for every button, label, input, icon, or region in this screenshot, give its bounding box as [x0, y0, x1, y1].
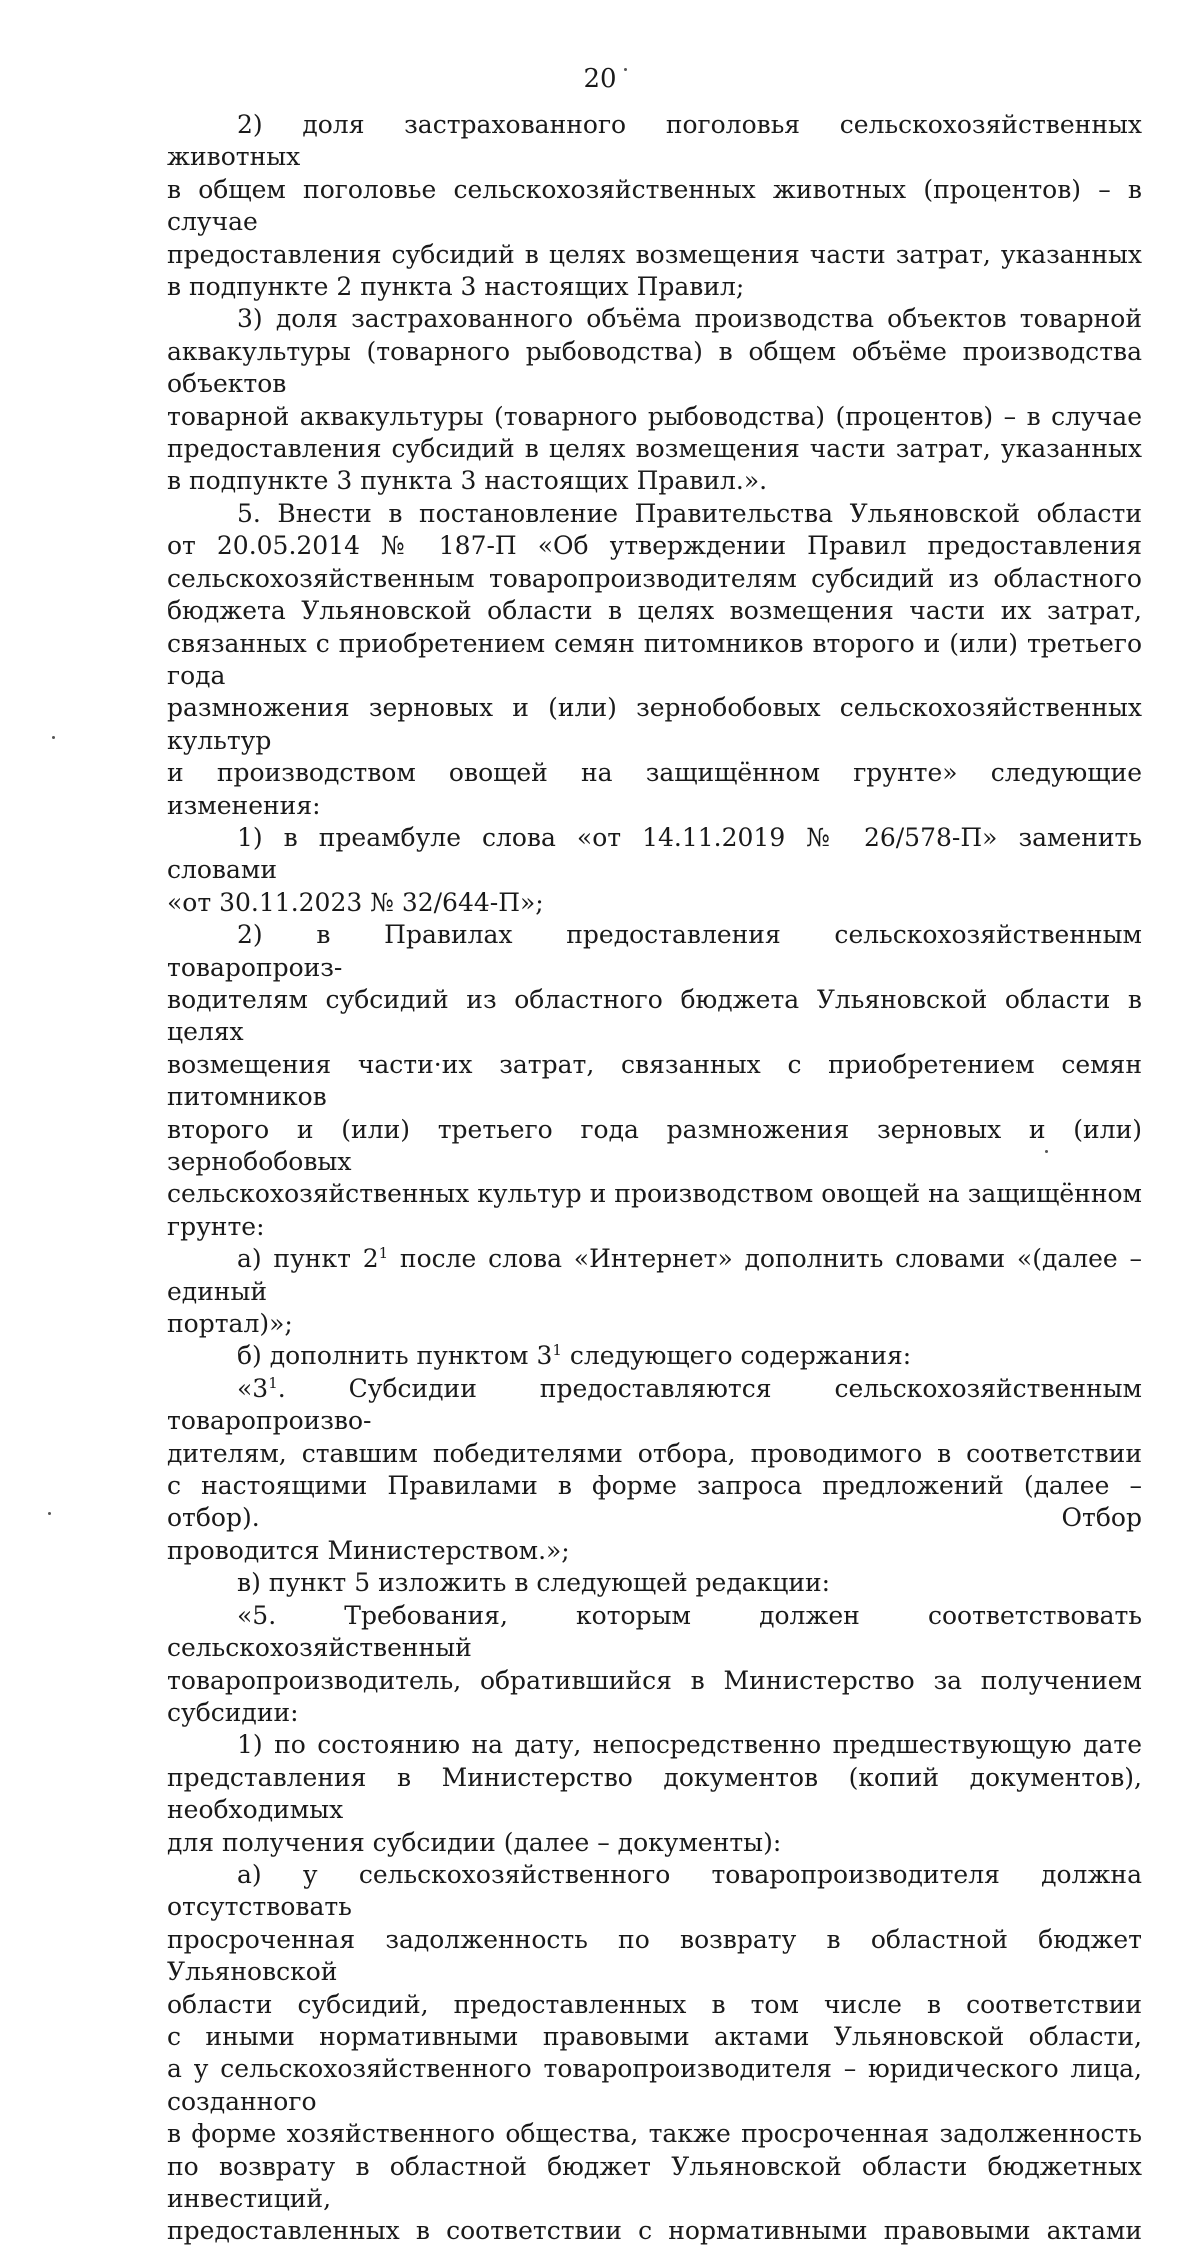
text-line: портал)»;: [167, 1309, 293, 1339]
text-line: для получения субсидии (далее – документы):: [167, 1827, 782, 1857]
text-line: области субсидий, предоставленных в том числе в соответствии: [167, 1989, 1142, 2019]
text-line: размножения зерновых и (или) зернобобовых сельскохозяйственных культур: [167, 693, 1142, 755]
text-line: а у сельскохозяйственного товаропроизводителя – юридического лица, созданного: [167, 2054, 1142, 2116]
text-line: водителям субсидий из областного бюджета Ульяновской области в целях: [167, 984, 1142, 1047]
text-fragment: «3: [237, 1373, 269, 1403]
text-line: в подпункте 3 пункта 3 настоящих Правил.».: [167, 466, 768, 496]
page-number: 20: [583, 64, 617, 94]
text-fragment: после слова «Интернет» дополнить словами «(далее – единый: [167, 1244, 1142, 1306]
text-line: от 20.05.2014 № 187-П «Об утверждении Правил предоставления: [167, 531, 1142, 561]
text-line: предоставления субсидий в целях возмещения части затрат, указанных: [167, 434, 1142, 464]
text-line: дителям, ставшим победителями отбора, проводимого в соответствии: [167, 1438, 1142, 1468]
text-line: в) пункт 5 изложить в следующей редакции:: [237, 1568, 831, 1598]
text-line: предоставления субсидий в целях возмещения части затрат, указанных: [167, 239, 1142, 269]
text-line: 3) доля застрахованного объёма производства объектов товарной: [237, 304, 1142, 334]
text-line: представления в Министерство документов (копий документов), необходимых: [167, 1762, 1142, 1825]
text-line: а) у сельскохозяйственного товаропроизводителя должна отсутствовать: [167, 1859, 1142, 1922]
text-line: 5. Внести в постановление Правительства Ульяновской области: [237, 498, 1142, 528]
text-line: 2) в Правилах предоставления сельскохозяйственным товаропроиз-: [167, 920, 1142, 982]
text-line: [167, 1373, 1142, 1438]
text-line: сельскохозяйственных культур и производством овощей на защищённом: [167, 1179, 1142, 1209]
text-line: с иными нормативными правовыми актами Ульяновской области,: [167, 2021, 1142, 2051]
text-line: сельскохозяйственным товаропроизводителям субсидий из областного: [167, 563, 1142, 593]
text-line: проводится Министерством.»;: [167, 1535, 570, 1565]
text-line: и производством овощей на защищённом грунте» следующие изменения:: [167, 758, 1142, 820]
text-line: в подпункте 2 пункта 3 настоящих Правил;: [167, 272, 745, 302]
document-body: [167, 109, 1142, 2248]
text-line: просроченная задолженность по возврату в областной бюджет Ульяновской: [167, 1924, 1142, 1987]
text-fragment: б) дополнить пунктом 3: [237, 1341, 553, 1371]
text-line: аквакультуры (товарного рыбоводства) в общем объёме производства объектов: [167, 336, 1142, 399]
scan-speck: [52, 736, 55, 739]
text-line: «от 30.11.2023 № 32/644-П»;: [167, 887, 544, 917]
text-line: бюджета Ульяновской области в целях возмещения части их затрат,: [167, 596, 1142, 626]
text-line: в общем поголовье сельскохозяйственных животных (процентов) – в случае: [167, 174, 1142, 237]
text-line: товарной аквакультуры (товарного рыбоводства) (процентов) – в случае: [167, 401, 1142, 431]
text-line: [167, 1340, 1142, 1372]
text-line: 1) в преамбуле слова «от 14.11.2019 № 26/578-П» заменить словами: [167, 822, 1142, 885]
text-line: [167, 1243, 1142, 1308]
text-fragment: . Субсидии предоставляются сельскохозяйственным товаропроизво-: [167, 1373, 1142, 1436]
text-line: 2) доля застрахованного поголовья сельскохозяйственных животных: [167, 110, 1142, 172]
superscript: 1: [552, 1341, 562, 1360]
text-line: связанных с приобретением семян питомников второго и (или) третьего года: [167, 628, 1142, 690]
superscript: 1: [268, 1373, 278, 1392]
text-line: второго и (или) третьего года размножения зерновых и (или) зернобобовых: [167, 1114, 1142, 1176]
text-line: с настоящими Правилами в форме запроса предложений (далее – отбор). Отбор: [167, 1471, 1142, 1533]
scan-speck: [624, 68, 627, 71]
scan-speck: [48, 1512, 51, 1515]
text-line: товаропроизводитель, обратившийся в Министерство за получением субсидии:: [167, 1665, 1142, 1727]
text-line: по возврату в областной бюджет Ульяновской области бюджетных инвестиций,: [167, 2151, 1142, 2213]
text-fragment: а) пункт 2: [237, 1244, 379, 1274]
text-line: предоставленных в соответствии с нормативными правовыми актами: [167, 2216, 1142, 2246]
text-line: 1) по состоянию на дату, непосредственно предшествующую дате: [237, 1730, 1142, 1760]
text-fragment: следующего содержания:: [561, 1341, 912, 1371]
superscript: 1: [378, 1244, 389, 1263]
text-line: грунте:: [167, 1211, 265, 1241]
text-line: «5. Требования, которым должен соответствовать сельскохозяйственный: [167, 1600, 1142, 1663]
text-line: в форме хозяйственного общества, также просроченная задолженность: [167, 2119, 1142, 2149]
text-line: возмещения части·их затрат, связанных с приобретением семян питомников: [167, 1049, 1142, 1112]
